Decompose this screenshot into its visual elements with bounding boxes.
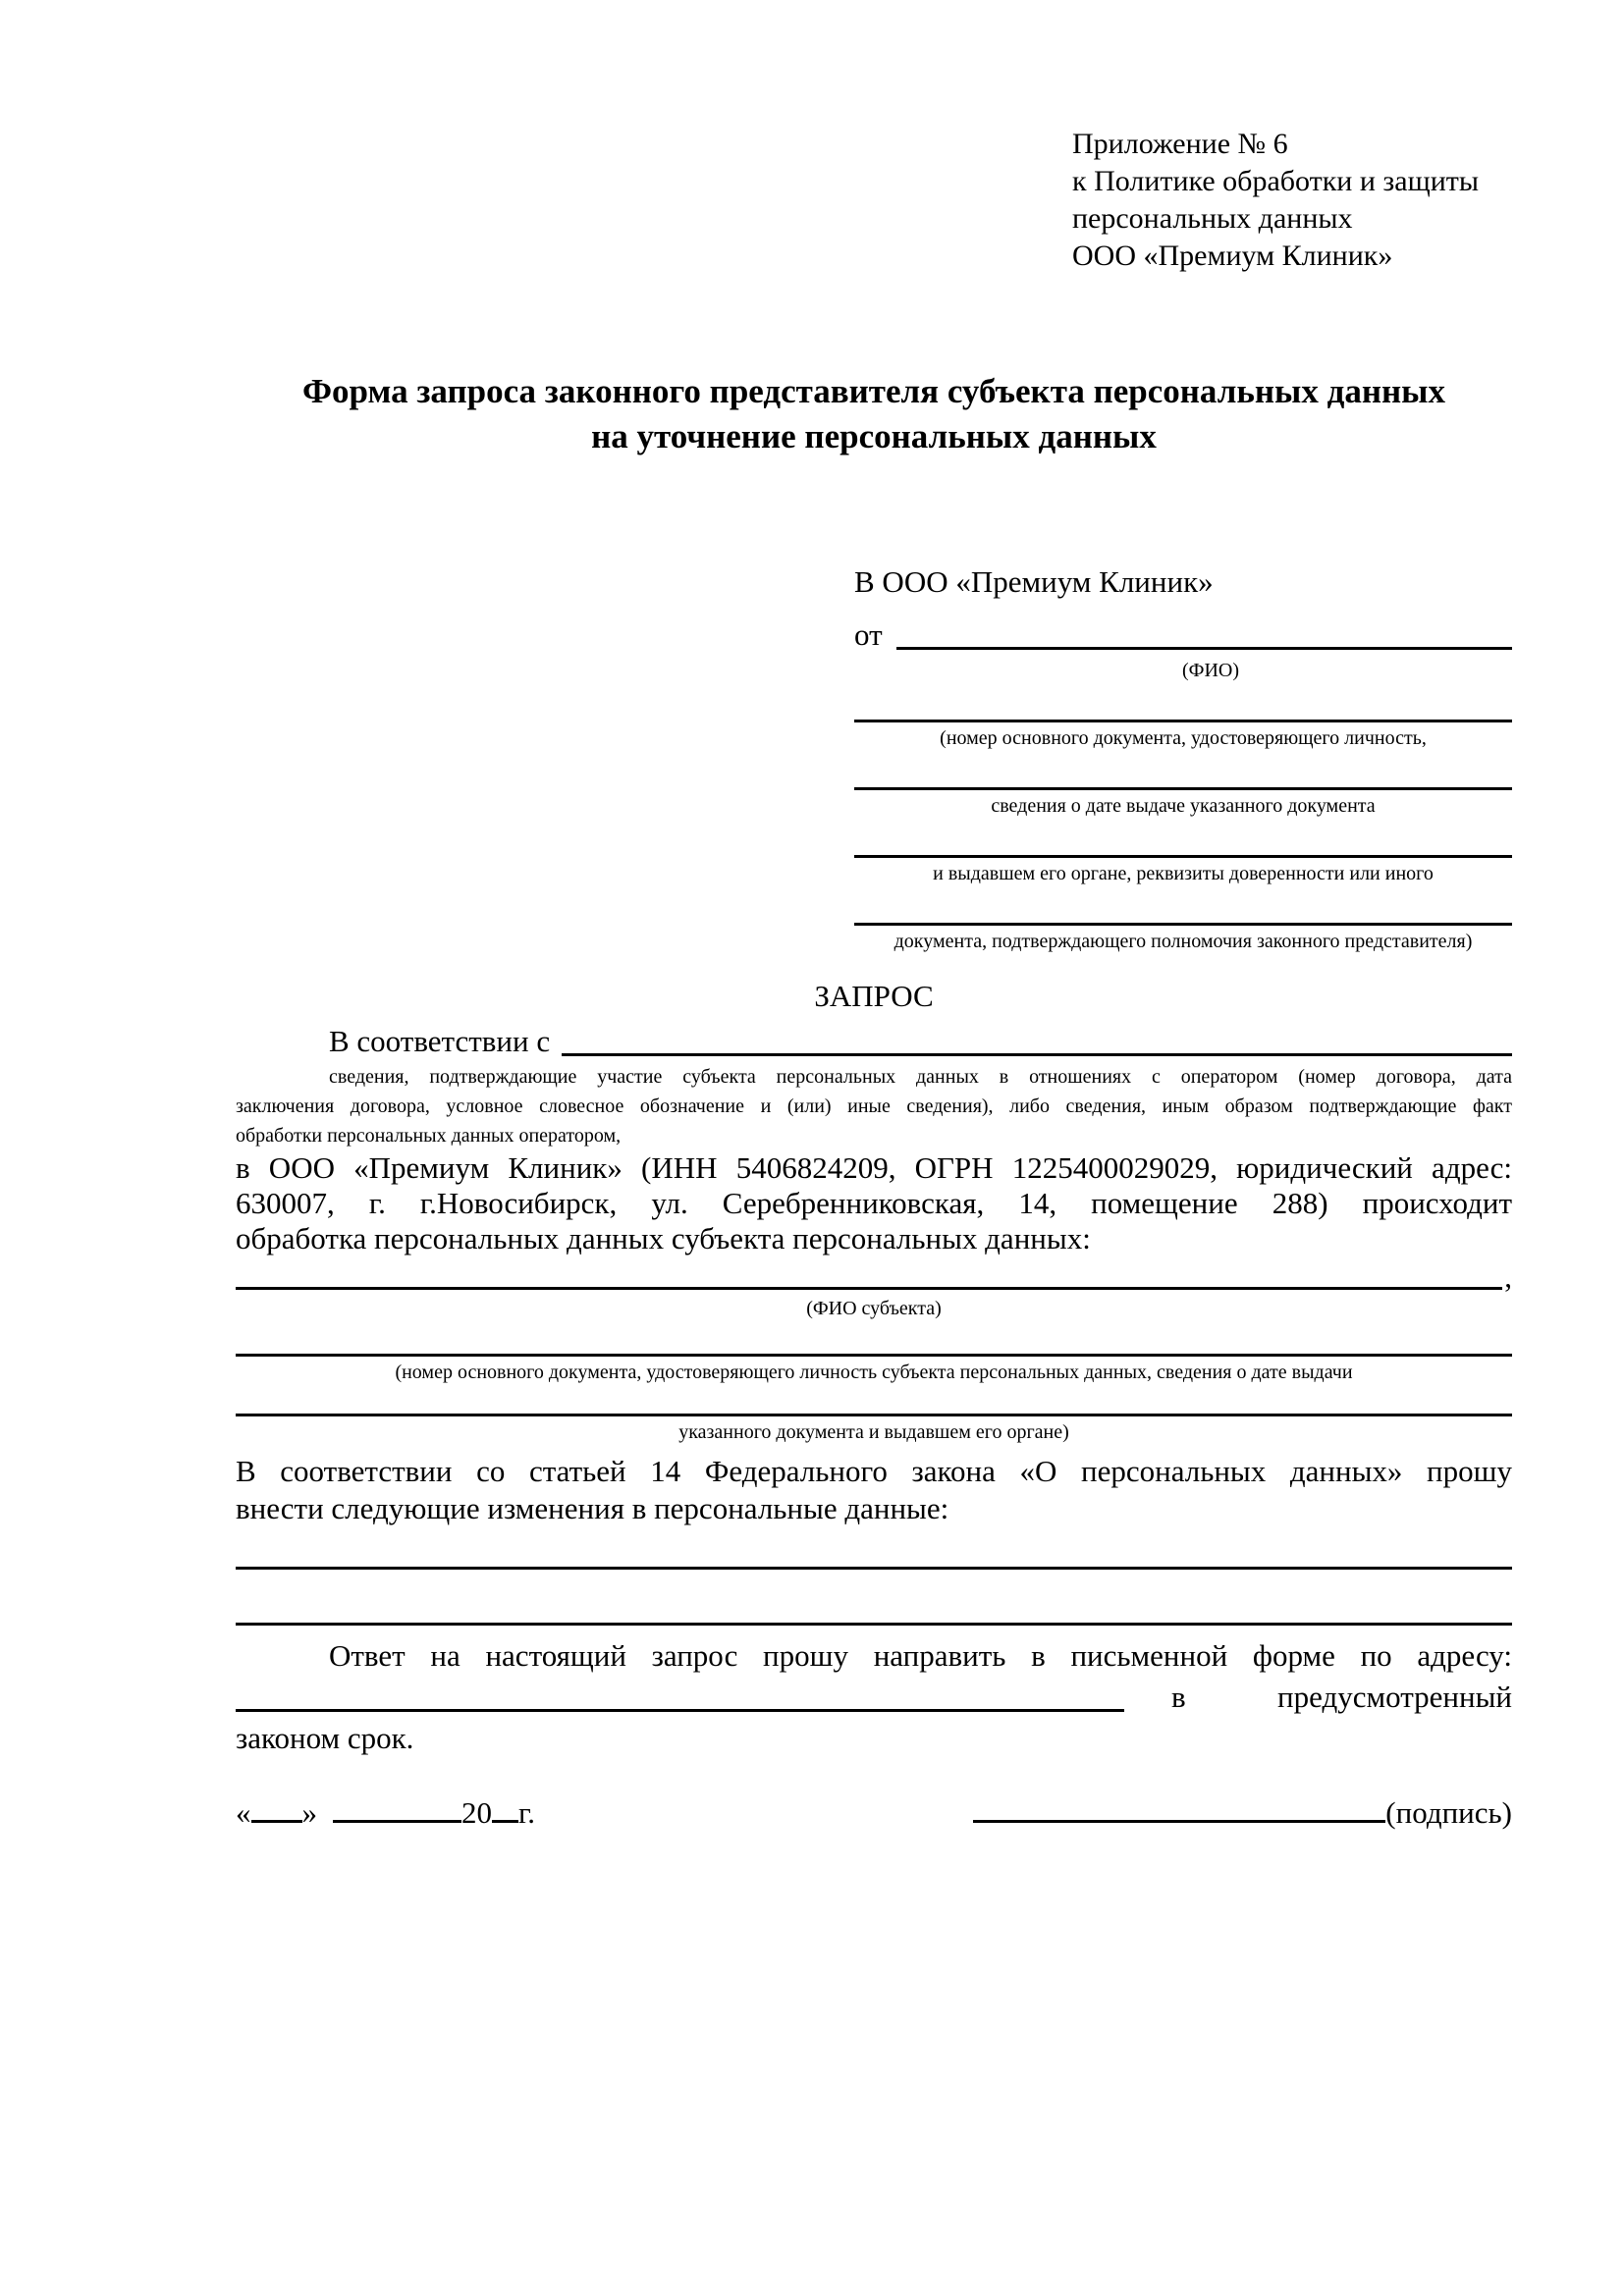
doc-caption-2: сведения о дате выдаче указанного документа — [991, 795, 1376, 817]
doc-blank-line-1 — [854, 683, 1512, 722]
day-blank-line — [251, 1816, 302, 1823]
year-prefix: 20 — [461, 1795, 492, 1830]
year-suffix: г. — [518, 1795, 535, 1830]
subject-doc-caption-2: указанного документа и выдавшем его органе) — [678, 1421, 1069, 1443]
date-group — [236, 1792, 535, 1834]
trailing-comma: , — [1504, 1259, 1512, 1294]
doc-caption-4: документа, подтверждающего полномочия законного представителя) — [893, 931, 1473, 952]
note-line-3: обработки персональных данных оператором, — [236, 1125, 622, 1147]
law-line-1: В соответствии со статьей 14 Федерального закона «О персональных данных» прошу — [236, 1454, 1512, 1488]
subject-fio-row — [236, 1258, 1512, 1296]
participation-note — [236, 1062, 1512, 1150]
document-title — [236, 369, 1512, 459]
operator-line-2: 630007, г. г.Новосибирск, ул. Серебренниковская, 14, помещение 288) происходит — [236, 1186, 1512, 1220]
representative-doc-group-1 — [854, 683, 1512, 751]
subject-doc-blank-line-2 — [236, 1385, 1512, 1416]
policy-reference-line: к Политике обработки и защиты — [1072, 165, 1480, 197]
according-blank-line — [562, 1021, 1512, 1056]
answer-line-1: Ответ на настоящий запрос прошу направить в письменной форме по адресу: — [329, 1638, 1512, 1673]
doc-blank-line-2 — [854, 751, 1512, 790]
representative-doc-group-3 — [854, 819, 1512, 886]
year-blank-line — [492, 1816, 518, 1823]
title-line-1: Форма запроса законного представителя субъекта персональных данных — [302, 372, 1445, 410]
fio-caption: (ФИО) — [1181, 660, 1239, 681]
according-row — [236, 1021, 1512, 1062]
subject-doc-caption-1: (номер основного документа, удостоверяющего личность субъекта персональных данных, сведения о дате выдачи — [395, 1362, 1353, 1383]
from-label: от — [854, 617, 883, 652]
note-line-2: заключения договора, условное словесное обозначение и (или) иные сведения), либо сведения, иным образом подтверждающие факт — [236, 1095, 1512, 1117]
title-line-2: на уточнение персональных данных — [591, 417, 1157, 455]
addressee-to: В ООО «Премиум Клиник» — [854, 564, 1214, 599]
doc-blank-line-4 — [854, 886, 1512, 926]
note-line-1: сведения, подтверждающие участие субъекта персональных данных в отношениях с оператором (номер договора, дата — [329, 1066, 1512, 1088]
appendix-number-line: Приложение № 6 — [1072, 128, 1288, 160]
subject-doc-blank-line-1 — [236, 1321, 1512, 1357]
doc-caption-3: и выдавшем его органе, реквизиты доверенности или иного — [933, 863, 1434, 884]
answer-word-predusmotrenny: предусмотренный — [1277, 1680, 1512, 1714]
answer-tail — [1124, 1677, 1512, 1718]
addressee-block — [854, 561, 1512, 954]
answer-line-3: законом срок. — [236, 1721, 414, 1755]
operator-line-1: в ООО «Премиум Клиник» (ИНН 5406824209, ОГРН 1225400029029, юридический адрес: — [236, 1150, 1512, 1185]
request-heading: ЗАПРОС — [814, 979, 934, 1013]
doc-blank-line-3 — [854, 819, 1512, 858]
from-row — [854, 614, 1512, 656]
from-blank-line — [896, 614, 1512, 650]
answer-address-row — [236, 1677, 1512, 1718]
signature-group — [973, 1792, 1512, 1834]
representative-doc-group-2 — [854, 751, 1512, 819]
according-label: В соответствии с — [329, 1024, 551, 1058]
quote-close: » — [301, 1795, 317, 1830]
answer-word-v: в — [1171, 1680, 1186, 1714]
date-signature-row — [236, 1792, 1512, 1834]
company-name-line: ООО «Премиум Клиник» — [1072, 240, 1393, 272]
signature-blank-line — [973, 1816, 1385, 1823]
subject-fio-caption: (ФИО субъекта) — [806, 1298, 942, 1319]
address-blank-line — [236, 1677, 1124, 1712]
changes-blank-line-1 — [236, 1527, 1512, 1570]
month-blank-line — [333, 1816, 461, 1823]
changes-blank-line-2 — [236, 1570, 1512, 1626]
law-line-2: внести следующие изменения в персональные данные: — [236, 1491, 949, 1525]
signature-caption: (подпись) — [1385, 1795, 1512, 1830]
operator-paragraph — [236, 1150, 1512, 1256]
law-paragraph — [236, 1453, 1512, 1527]
appendix-header-block — [1072, 126, 1514, 275]
subject-fio-blank-line — [236, 1258, 1502, 1290]
policy-reference-line-2: персональных данных — [1072, 202, 1353, 235]
operator-line-3: обработка персональных данных субъекта персональных данных: — [236, 1221, 1091, 1255]
representative-doc-group-4 — [854, 886, 1512, 954]
doc-caption-1: (номер основного документа, удостоверяющего личность, — [940, 727, 1427, 749]
quote-open: « — [236, 1795, 251, 1830]
